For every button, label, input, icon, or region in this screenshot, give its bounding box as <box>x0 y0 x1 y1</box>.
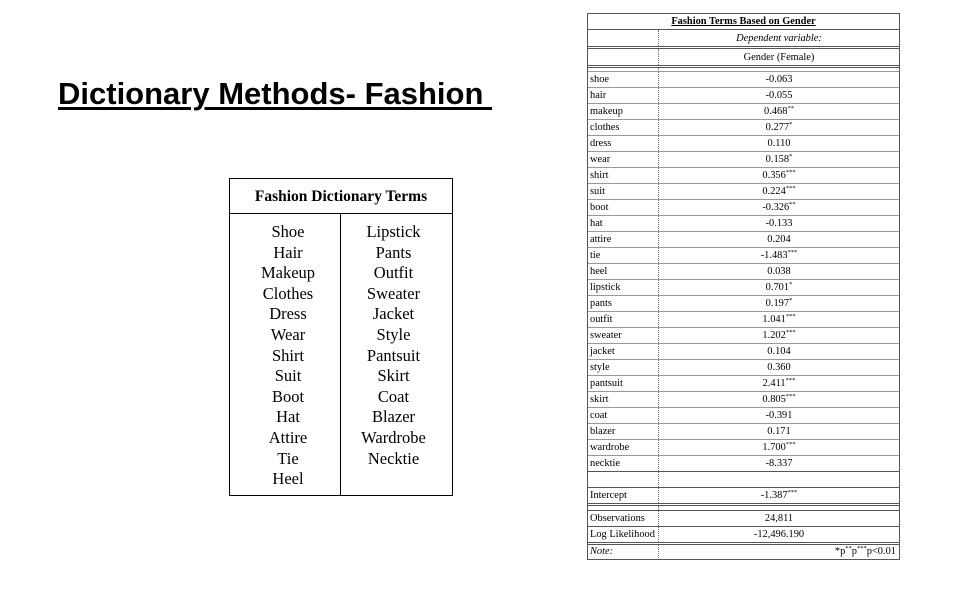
dictionary-term: Style <box>376 324 411 344</box>
dictionary-term: Wear <box>270 324 306 344</box>
term-label: necktie <box>588 456 659 471</box>
coefficient-value: 0.356 <box>762 170 786 181</box>
term-label: lipstick <box>588 280 659 295</box>
dictionary-term: Sweater <box>366 283 421 303</box>
coefficient-row <box>588 119 899 135</box>
log-likelihood-label: Log Likelihood <box>588 527 659 542</box>
term-label: sweater <box>588 328 659 343</box>
coefficient-rows <box>588 71 899 471</box>
log-likelihood-value: -12,496.190 <box>753 529 805 540</box>
coefficient-row <box>588 359 899 375</box>
dictionary-term: Shirt <box>271 345 305 365</box>
term-label: pantsuit <box>588 376 659 391</box>
term-label: hair <box>588 88 659 103</box>
coefficient-value: 1.202 <box>762 330 786 341</box>
coefficient-row <box>588 407 899 423</box>
coefficient-value: 0.701 <box>765 282 790 293</box>
log-likelihood-row <box>588 526 899 542</box>
coefficient-value: 0.038 <box>767 266 791 277</box>
coefficient-value: -0.326 <box>762 202 790 213</box>
slide-title: Dictionary Methods- Fashion <box>58 76 493 111</box>
intercept-row <box>588 487 899 503</box>
coefficient-row <box>588 183 899 199</box>
significance-stars: ** <box>789 201 796 208</box>
dependent-variable-label: Dependent variable: <box>736 32 822 44</box>
coefficient-value: 0.197 <box>765 298 790 309</box>
coefficient-row <box>588 151 899 167</box>
coefficient-row <box>588 375 899 391</box>
dictionary-heading: Fashion Dictionary Terms <box>230 179 452 214</box>
coefficient-row <box>588 279 899 295</box>
dictionary-term: Jacket <box>372 304 415 324</box>
dictionary-term: Coat <box>377 386 410 406</box>
dictionary-term: Attire <box>268 427 308 447</box>
dictionary-term: Pantsuit <box>366 345 421 365</box>
dictionary-term: Tie <box>277 448 299 468</box>
dictionary-term: Suit <box>274 366 302 386</box>
term-label: coat <box>588 408 659 423</box>
coefficient-row <box>588 103 899 119</box>
coefficient-value: 2.411 <box>762 378 786 389</box>
intercept-label: Intercept <box>588 488 659 503</box>
coefficient-row <box>588 439 899 455</box>
term-label: clothes <box>588 120 659 135</box>
dictionary-term: Dress <box>269 304 307 324</box>
term-label: style <box>588 360 659 375</box>
coefficient-row <box>588 199 899 215</box>
dictionary-term: Wardrobe <box>361 427 426 447</box>
intercept-coef: -1.387 <box>760 490 788 501</box>
coefficient-value: 0.104 <box>767 346 791 357</box>
term-label: suit <box>588 184 659 199</box>
dictionary-term: Blazer <box>371 407 416 427</box>
dictionary-term: Necktie <box>367 448 420 468</box>
significance-stars: *** <box>785 329 796 336</box>
coefficient-value: -1.483 <box>760 250 788 261</box>
observations-label: Observations <box>588 511 659 526</box>
coefficient-row <box>588 455 899 471</box>
term-label: tie <box>588 248 659 263</box>
dictionary-left-column <box>230 214 341 495</box>
observations-value: 24,811 <box>764 513 794 524</box>
note-text: *p**p***p<0.01 <box>834 545 896 557</box>
significance-stars: *** <box>785 185 796 192</box>
term-label: wear <box>588 152 659 167</box>
intercept-stars: *** <box>787 489 798 496</box>
coefficient-row <box>588 247 899 263</box>
significance-stars: * <box>789 153 793 160</box>
coefficient-value: 0.204 <box>767 234 791 245</box>
coefficient-value: 0.171 <box>767 426 791 437</box>
significance-stars: *** <box>785 393 796 400</box>
term-label: jacket <box>588 344 659 359</box>
term-label: hat <box>588 216 659 231</box>
coefficient-row <box>588 295 899 311</box>
regression-table <box>587 13 900 560</box>
coefficient-row <box>588 71 899 87</box>
coefficient-value: 0.805 <box>762 394 786 405</box>
dictionary-term: Hair <box>273 242 303 262</box>
coefficient-row <box>588 343 899 359</box>
significance-stars: ** <box>787 105 794 112</box>
coefficient-value: 0.110 <box>767 138 791 149</box>
dictionary-term: Shoe <box>271 222 305 241</box>
term-label: attire <box>588 232 659 247</box>
dictionary-term: Pants <box>375 242 412 262</box>
coefficient-value: 0.468 <box>764 106 788 117</box>
significance-stars: * <box>789 121 793 128</box>
dependent-variable: Gender (Female) <box>743 51 815 63</box>
significance-stars: *** <box>785 313 796 320</box>
dictionary-term: Makeup <box>260 263 316 283</box>
coefficient-row <box>588 231 899 247</box>
term-label: shirt <box>588 168 659 183</box>
fashion-dictionary-table <box>229 178 453 496</box>
coefficient-row <box>588 327 899 343</box>
dictionary-term: Boot <box>271 386 305 406</box>
significance-stars: *** <box>785 169 796 176</box>
dictionary-term: Hat <box>276 407 300 427</box>
note-label: Note: <box>588 545 659 558</box>
coefficient-row <box>588 215 899 231</box>
coefficient-value: -0.133 <box>765 218 793 229</box>
significance-stars: *** <box>785 441 796 448</box>
term-label: pants <box>588 296 659 311</box>
coefficient-row <box>588 135 899 151</box>
significance-stars: * <box>789 297 793 304</box>
coefficient-value: 1.700 <box>762 442 786 453</box>
term-label: outfit <box>588 312 659 327</box>
term-label: wardrobe <box>588 440 659 455</box>
significance-stars: *** <box>787 249 798 256</box>
term-label: makeup <box>588 104 659 119</box>
term-label: blazer <box>588 424 659 439</box>
coefficient-row <box>588 167 899 183</box>
significance-stars: * <box>789 281 793 288</box>
term-label: shoe <box>588 72 659 87</box>
term-label: dress <box>588 136 659 151</box>
significance-stars: *** <box>785 377 796 384</box>
regression-title: Fashion Terms Based on Gender <box>671 16 816 27</box>
coefficient-value: 0.158 <box>765 154 790 165</box>
coefficient-row <box>588 263 899 279</box>
coefficient-value: 0.360 <box>767 362 791 373</box>
dictionary-term: Skirt <box>377 366 410 386</box>
dictionary-term: Outfit <box>373 263 414 283</box>
term-label: boot <box>588 200 659 215</box>
coefficient-row <box>588 311 899 327</box>
coefficient-value: -8.337 <box>765 458 793 469</box>
note-row <box>588 542 899 558</box>
observations-row <box>588 510 899 526</box>
term-label: skirt <box>588 392 659 407</box>
coefficient-row <box>588 391 899 407</box>
dictionary-right-column <box>341 214 452 495</box>
coefficient-row <box>588 423 899 439</box>
dictionary-term: Clothes <box>262 283 314 303</box>
coefficient-value: 0.277 <box>765 122 790 133</box>
coefficient-value: -0.063 <box>765 74 793 85</box>
dictionary-term: Heel <box>272 469 304 489</box>
coefficient-value: -0.391 <box>765 410 793 421</box>
dictionary-term: Lipstick <box>366 222 421 241</box>
coefficient-value: 1.041 <box>762 314 786 325</box>
coefficient-value: -0.055 <box>765 90 793 101</box>
coefficient-row <box>588 87 899 103</box>
coefficient-value: 0.224 <box>762 186 786 197</box>
term-label: heel <box>588 264 659 279</box>
